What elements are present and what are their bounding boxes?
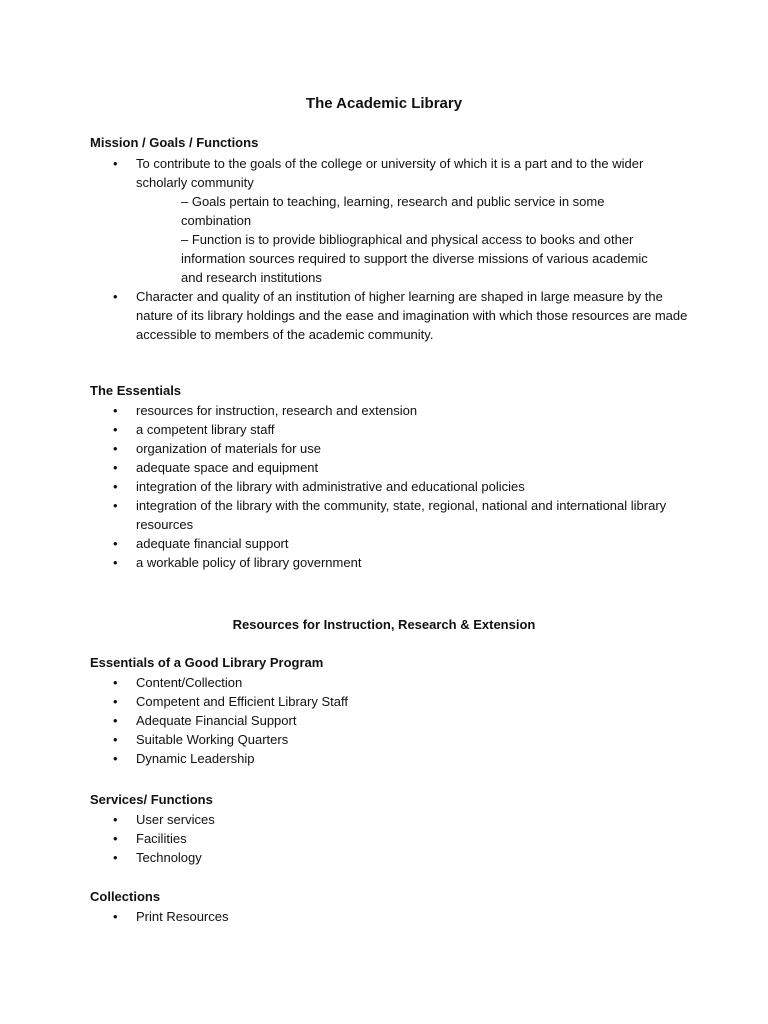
list-item: [0, 907, 696, 926]
list-item: [0, 848, 696, 867]
list-item: [0, 730, 696, 749]
sub-item: – Function is to provide bibliographical and physical access to books and other information sources required to support the diverse missions of various academic and research institutions: [181, 232, 648, 285]
good-program-heading: Essentials of a Good Library Program: [90, 655, 324, 670]
list-item-text: Content/Collection: [136, 675, 243, 690]
list-item: [0, 553, 696, 572]
list-item-text: Print Resources: [136, 909, 229, 924]
list-item-text: Facilities: [136, 831, 187, 846]
list-item: [0, 673, 696, 692]
list-item: [0, 287, 696, 344]
list-item: [0, 458, 696, 477]
list-item: [0, 496, 696, 534]
list-item: [0, 810, 696, 829]
sub-item: – Goals pertain to teaching, learning, research and public service in some combination: [181, 194, 605, 228]
good-program-list: [0, 673, 696, 768]
list-item-text: To contribute to the goals of the college or university of which it is a part and to the wider scholarly community: [136, 156, 644, 190]
list-item: [0, 711, 696, 730]
bullet-icon: •: [113, 479, 118, 494]
bullet-icon: •: [113, 909, 118, 924]
bullet-icon: •: [113, 812, 118, 827]
page-title: The Academic Library: [305, 95, 463, 112]
list-item-text: Suitable Working Quarters: [136, 732, 289, 747]
bullet-icon: •: [113, 536, 118, 551]
bullet-icon: •: [113, 694, 118, 709]
bullet-icon: •: [113, 403, 118, 418]
bullet-icon: •: [113, 441, 118, 456]
list-item: [0, 829, 696, 848]
mission-subitems: [0, 192, 651, 287]
list-item-text: resources for instruction, research and extension: [136, 403, 418, 418]
list-item-text: Competent and Efficient Library Staff: [136, 694, 348, 709]
list-item-text: organization of materials for use: [136, 441, 321, 456]
services-heading: Services/ Functions: [90, 792, 213, 807]
bullet-icon: •: [113, 713, 118, 728]
essentials-list: [0, 401, 696, 572]
list-item: [0, 439, 696, 458]
list-item-text: Character and quality of an institution of higher learning are shaped in large measure by the nature of its library holdings and the ease and imagination with which those resources are made accessible to members of the academic community.: [136, 289, 688, 342]
services-list: [0, 810, 696, 867]
bullet-icon: •: [113, 498, 118, 513]
list-item: [0, 477, 696, 496]
bullet-icon: •: [113, 850, 118, 865]
list-item-text: integration of the library with administrative and educational policies: [136, 479, 525, 494]
list-item-text: Technology: [136, 850, 202, 865]
list-item: [0, 420, 696, 439]
bullet-icon: •: [113, 156, 118, 171]
list-item-text: a competent library staff: [136, 422, 275, 437]
list-item-text: adequate space and equipment: [136, 460, 319, 475]
bullet-icon: •: [113, 555, 118, 570]
list-item-text: integration of the library with the community, state, regional, national and international library resources: [136, 498, 667, 532]
list-item: [0, 534, 696, 553]
list-item-text: a workable policy of library government: [136, 555, 362, 570]
mission-heading: Mission / Goals / Functions: [90, 135, 259, 150]
bullet-icon: •: [113, 732, 118, 747]
bullet-icon: •: [113, 289, 118, 304]
bullet-icon: •: [113, 675, 118, 690]
bullet-icon: •: [113, 751, 118, 766]
resources-heading: Resources for Instruction, Research & Extension: [232, 617, 536, 632]
list-item-text: adequate financial support: [136, 536, 289, 551]
essentials-heading: The Essentials: [90, 383, 182, 398]
collections-heading: Collections: [90, 889, 161, 904]
list-item: [0, 401, 696, 420]
collections-list: [0, 907, 696, 926]
bullet-icon: •: [113, 831, 118, 846]
list-item-text: Adequate Financial Support: [136, 713, 297, 728]
list-item-text: User services: [136, 812, 215, 827]
mission-list-continued: [0, 287, 696, 344]
list-item: [0, 749, 696, 768]
list-item-text: Dynamic Leadership: [136, 751, 255, 766]
bullet-icon: •: [113, 460, 118, 475]
mission-list: [0, 154, 696, 192]
list-item: [0, 692, 696, 711]
list-item: [0, 154, 696, 192]
bullet-icon: •: [113, 422, 118, 437]
